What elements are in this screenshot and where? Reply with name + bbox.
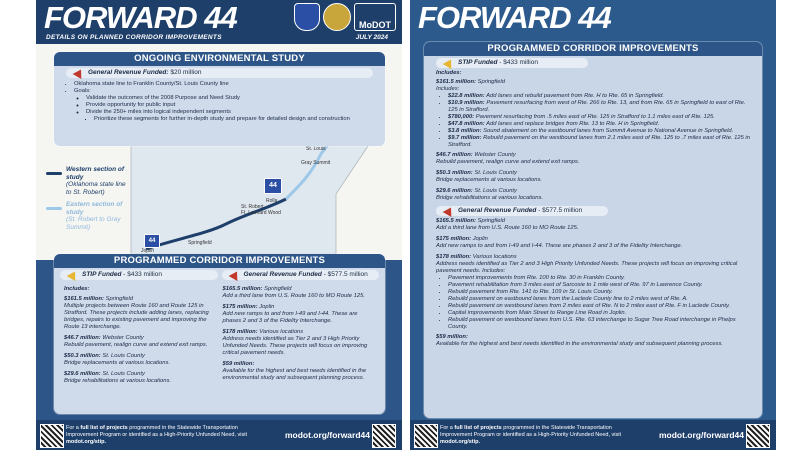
p2-gr-bar	[436, 206, 608, 216]
header	[36, 0, 402, 44]
p1-item-place: Various locations	[259, 329, 304, 335]
footer-stip-link[interactable]: modot.org/stip.	[66, 439, 107, 445]
p2-item	[436, 152, 750, 166]
env-funding-amount: $20 million	[170, 69, 202, 76]
p1-right-column	[223, 282, 376, 389]
p1-item-place: Springfield	[264, 286, 292, 292]
p1-improvements-card	[54, 254, 385, 414]
p1-includes: Includes:	[64, 286, 90, 292]
p1-item-amount: $165.5 million:	[222, 286, 263, 292]
p2-stip-content	[424, 70, 762, 202]
p1-item-amount: $50.3 million:	[64, 353, 101, 359]
env-goal: ◦ Divide the 250+ miles into logical independent segments	[86, 109, 385, 116]
footer-text-a: For a	[440, 425, 453, 431]
p1-item-amount: $59 million:	[222, 361, 255, 367]
legend-east-title: Eastern section of study	[66, 201, 123, 216]
p2-item-amount: $50.3 million:	[436, 170, 473, 176]
legend-west-sub: (Oklahoma state line to St. Robert)	[66, 181, 126, 196]
p2-various-item: • Rebuild pavement on eastbound lanes from the Laclede County line to 2 miles west of Rte. A.	[448, 296, 750, 303]
p2-sub-desc: Add lanes and rebuild pavement from Rte. H to Rte. 65 in Springfield.	[486, 93, 665, 99]
p2-item-amount: $59 million:	[436, 334, 468, 340]
modot-logo: MoDOT	[354, 3, 396, 31]
i44-shield-icon: 44	[264, 178, 282, 194]
p2-sub-amount: $9.7 million:	[448, 135, 482, 141]
p2-springfield-item	[448, 135, 750, 149]
city-joplin: Joplin	[141, 248, 155, 254]
p2-springfield-item	[448, 128, 750, 135]
p2-item-desc: Add new ramps to and from I-49 and I-44. These are phases 2 and 3 of the Fidelity Interchange.	[436, 243, 683, 249]
p1-item-amount: $46.7 million:	[64, 335, 101, 341]
qr-code-left-icon[interactable]	[40, 424, 64, 448]
p1-item-desc: Add new ramps to and from I-49 and I-44. These are phases 2 and 3 of the Fidelity Interchange.	[222, 311, 358, 324]
p1-item-desc: Bridge replacements at various locations.	[64, 360, 171, 366]
p1-item-desc: Add a third lane from U.S. Route 160 to MO Route 125.	[222, 293, 365, 299]
p2-gr-amount: - $577.5 million	[538, 207, 583, 214]
p2-gr-label: General Revenue Funded	[458, 207, 537, 214]
p1-gr-label: General Revenue Funded	[243, 271, 322, 278]
p1-gr-amount: - $577.5 million	[323, 271, 368, 278]
p1-stip-amount: - $433 million	[123, 271, 162, 278]
p2-item-desc: Available for the highest and best needs identified in the environmental study and subsequent planning process.	[436, 341, 724, 347]
i44-shield-small-icon: 44	[144, 234, 160, 248]
p2-item-place: St. Louis County	[474, 188, 517, 194]
p2-various-item: • Pavement rehabilitation from 3 miles east of Sarcoxie to 1 mile west of Rte. 97 in Lawrence County.	[448, 282, 750, 289]
p2-various-item: • Rebuild pavement from Rte. 141 to Rte. 109 in St. Louis County.	[448, 289, 750, 296]
p2-item-amount: $175 million:	[436, 236, 472, 242]
env-bullets	[54, 81, 385, 123]
p1-gr-bar	[222, 270, 380, 280]
footer-text-b: full list of projects	[80, 425, 128, 431]
p2-sub-desc: Pavement resurfacing from .5 miles east of Rte. 125 in Strafford to 1.1 miles east of Rte. 125.	[475, 114, 715, 120]
p2-various-item: • Pavement improvements from Rte. 100 to Rte. 30 in Franklin County.	[448, 275, 750, 282]
footer-text-two	[440, 425, 630, 446]
page-two	[410, 0, 776, 450]
p1-item	[223, 304, 376, 325]
issue-date: JULY 2024	[355, 34, 388, 41]
p2-item	[436, 236, 750, 250]
p2-item-place: Webster County	[474, 152, 516, 158]
env-bullet-goals	[74, 88, 385, 123]
p2-item	[436, 218, 750, 232]
p1-stip-bar	[60, 270, 218, 280]
page-one	[36, 0, 402, 450]
qr-code-right-icon[interactable]	[372, 424, 396, 448]
p2-sub-desc: Sound abatement on the eastbound lanes from Summit Avenue to National Avenue in Springfield.	[483, 128, 734, 134]
p1-item-amount: $161.5 million:	[64, 296, 104, 302]
p1-item	[223, 329, 376, 357]
p2-sub-amount: $22.8 million:	[448, 93, 485, 99]
p2-item-amount: $46.7 million:	[436, 152, 473, 158]
brand-title-two: FORWARD 44	[418, 0, 611, 35]
qr-code-right-icon[interactable]	[746, 424, 770, 448]
footer-stip-link[interactable]: modot.org/stip.	[440, 439, 481, 445]
p2-item-amount: $161.5 million:	[436, 79, 476, 85]
p1-item-place: St. Louis County	[102, 353, 145, 359]
env-funding-bar	[66, 68, 373, 78]
env-goal: ◦ Validate the outcomes of the 2008 Purpose and Need Study	[86, 95, 385, 102]
p2-last	[436, 334, 750, 348]
p2-springfield-item	[448, 114, 750, 121]
p1-item-desc: Bridge rehabilitations at various locations.	[64, 378, 171, 384]
p2-item-place: Joplin	[472, 236, 488, 242]
p2-item	[436, 170, 750, 184]
p2-sub-desc: Rebuild pavement on the westbound lanes from 2.1 miles east of Rte. 125 to .7 miles east of Rte. 125 in Strafford.	[448, 135, 750, 148]
legend-east	[66, 201, 128, 231]
p1-item-place: Joplin	[259, 304, 275, 310]
p2-item-place: Various locations	[472, 254, 517, 260]
p2-springfield-item	[448, 100, 750, 114]
p1-item-place: Webster County	[102, 335, 144, 341]
p2-item-desc: Add a third lane from U.S. Route 160 to MO Route 125.	[436, 225, 579, 231]
p2-various	[436, 254, 750, 275]
p1-item	[64, 371, 217, 385]
city-rolla: Rolla	[266, 198, 278, 204]
red-arrow-icon	[228, 269, 241, 281]
footer-text-a: For a	[66, 425, 79, 431]
p2-item-desc: Address needs identified as Tier 2 and 3 High Priority Unfunded Needs. These projects will focus on improving critical pavement needs. Includes:	[436, 261, 738, 274]
p2-various-item: • Rebuild pavement on westbound lanes from 2 miles east of Rte. N to 2 miles east of Rte. F in Laclede County.	[448, 303, 750, 310]
logos	[294, 3, 396, 31]
brand-subtitle: DETAILS ON PLANNED CORRIDOR IMPROVEMENTS	[46, 34, 222, 41]
p2-item	[436, 188, 750, 202]
p1-item-desc: Rebuild pavement, realign curve and extend exit ramps.	[64, 342, 208, 348]
p2-improvements-card	[424, 42, 762, 418]
p1-item-place: Springfield	[105, 296, 133, 302]
footer-text	[66, 425, 256, 446]
yellow-arrow-icon	[67, 269, 80, 281]
env-goal: ▪ Prioritize these segments for further in-depth study and prepare for detailed design and construction	[94, 116, 385, 123]
p1-left-column	[64, 282, 217, 389]
p2-item-amount: $165.5 million:	[436, 218, 476, 224]
p2-item-amount: $178 million:	[436, 254, 472, 260]
footer-url[interactable]: modot.org/forward44	[284, 430, 370, 440]
p2-sub-amount: $3.8 million:	[448, 128, 482, 134]
p2-includes: Includes:	[436, 70, 462, 76]
city-springfield: Springfield	[188, 240, 212, 246]
env-goals-label: Goals:	[74, 88, 91, 94]
p2-sub-amount: $780,000:	[448, 114, 475, 120]
p1-item	[223, 361, 376, 382]
p1-columns	[54, 282, 385, 389]
env-goal: ◦ Provide opportunity for public input	[86, 102, 385, 109]
legend-east-sub: (St. Robert to Gray Summit)	[66, 216, 121, 231]
p2-item-desc: Bridge replacements at various locations.	[436, 177, 543, 183]
city-st-robert: St. Robert	[241, 204, 264, 210]
p2-improvements-title: PROGRAMMED CORRIDOR IMPROVEMENTS	[424, 42, 762, 56]
p1-improvements-title: PROGRAMMED CORRIDOR IMPROVEMENTS	[54, 254, 385, 268]
p1-item-place: St. Louis County	[102, 371, 145, 377]
p1-item	[64, 335, 217, 349]
p2-springfield-list	[436, 93, 750, 149]
state-seal-icon	[323, 3, 351, 31]
p2-sub-amount: $47.8 million:	[448, 121, 485, 127]
p2-stip-amount: - $433 million	[499, 59, 538, 66]
brand-title: FORWARD 44	[44, 0, 237, 35]
p2-stip-bar	[436, 58, 588, 68]
city-st-louis: St. Louis	[306, 146, 326, 152]
p2-sub-amount: $10.9 million:	[448, 100, 485, 106]
p2-item-place: Springfield	[477, 79, 505, 85]
p2-item-amount: $29.6 million:	[436, 188, 473, 194]
page-two-footer	[410, 420, 776, 450]
footer-text-c: programmed in the Statewide Transportation Improvement Program or identified as a High-Priority Unfunded Need, visit	[66, 425, 247, 438]
p2-various-item: • Rebuild pavement on westbound lanes from U.S. Rte. 63 interchange to Sugar Tree Road interchange in Phelps County.	[448, 317, 750, 331]
p2-sub-desc: Pavement resurfacing from west of Rte. 266 to Rte. 13, and from Rte. 65 in Springfield to east of Rte. 125 in Strafford.	[448, 100, 746, 113]
footer-text-c: programmed in the Statewide Transportation Improvement Program or identified as a High-Priority Unfunded Need, visit	[440, 425, 621, 438]
env-funding-label: General Revenue Funded:	[88, 69, 169, 76]
environmental-study-card	[54, 52, 385, 146]
legend-west-title: Western section of study	[66, 166, 125, 181]
p1-item-desc: Address needs identified as Tier 2 and 3 High Priority Unfunded Needs. These projects will focus on improving critical pavement needs.	[222, 336, 368, 356]
env-bullet: • Oklahoma state line to Franklin County/St. Louis County line	[74, 81, 385, 88]
p1-funding-bars	[60, 270, 379, 280]
legend-west-swatch	[46, 172, 62, 175]
city-ft-leonard-wood: Ft. Leonard Wood	[241, 210, 281, 216]
p1-item-amount: $175 million:	[222, 304, 258, 310]
p1-item	[223, 286, 376, 300]
interstate-44-shield-icon	[294, 3, 320, 31]
p2-various-list	[436, 275, 750, 331]
red-arrow-icon	[73, 67, 86, 79]
footer-text-b: full list of projects	[454, 425, 502, 431]
p1-item	[64, 296, 217, 331]
qr-code-left-icon[interactable]	[414, 424, 438, 448]
p2-item-place: Springfield	[477, 218, 505, 224]
p2-item-desc: Bridge rehabilitations at various locations.	[436, 195, 543, 201]
p2-gr-content	[424, 218, 762, 348]
p1-item-desc: Multiple projects between Route 160 and Route 125 in Strafford. These projects include adding lanes, replacing bridges, repairs to existing pavement and improving the Route 13 interchange.	[64, 303, 209, 330]
city-gray-summit: Gray Summit	[301, 160, 331, 166]
legend-west	[66, 166, 128, 196]
env-study-title: ONGOING ENVIRONMENTAL STUDY	[54, 52, 385, 66]
p1-item-amount: $29.6 million:	[64, 371, 101, 377]
p1-item-desc: Available for the highest and best needs identified in the environmental study and subsequent planning process.	[222, 368, 367, 381]
p2-springfield-includes: Includes:	[436, 86, 460, 92]
p1-item-amount: $178 million:	[222, 329, 258, 335]
p2-springfield-item	[448, 93, 750, 100]
p1-item	[64, 353, 217, 367]
header-two	[410, 0, 776, 40]
p1-stip-label: STIP Funded	[82, 271, 122, 278]
page-one-footer	[36, 420, 402, 450]
p2-item-place: St. Louis County	[474, 170, 517, 176]
p2-stip-label: STIP Funded	[458, 59, 498, 66]
p2-springfield	[436, 79, 750, 86]
red-arrow-icon	[443, 205, 456, 217]
p2-sub-desc: Add lanes and replace bridges from Rte. 13 to Rte. H in Springfield.	[486, 121, 660, 127]
p2-springfield-item	[448, 121, 750, 128]
footer-url-two[interactable]: modot.org/forward44	[658, 430, 744, 440]
yellow-arrow-icon	[443, 57, 456, 69]
p2-item-desc: Rebuild pavement, realign curve and extend exit ramps.	[436, 159, 580, 165]
p2-various-item: • Capital improvements from Main Street to Range Line Road in Joplin.	[448, 310, 750, 317]
legend-east-swatch	[46, 207, 62, 210]
